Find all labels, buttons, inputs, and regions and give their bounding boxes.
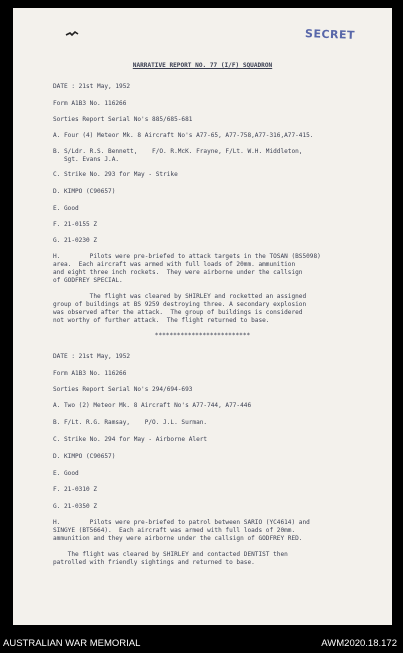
- report1-item-h1: H. Pilots were pre-briefed to attack targets in the TOSAN (BS5098): [53, 253, 321, 260]
- report2-item-e: E. Good: [53, 470, 79, 477]
- report1-para-1: The flight was cleared by SHIRLEY and rocketted an assigned: [53, 293, 307, 300]
- report1-item-f: F. 21-0155 Z: [53, 221, 98, 228]
- report1-item-a: A. Four (4) Meteor Mk. 8 Aircraft No's A77-65, A77-758,A77-316,A77-415.: [53, 132, 314, 139]
- report2-item-h2: SINGYE (BT5664). Each aircraft was armed with full loads of 20mm.: [53, 527, 296, 534]
- report1-para-3: was observed after the attack. The group of buildings is considered: [53, 309, 303, 316]
- report2-para-2: patrolled with friendly sightings and returned to base.: [53, 559, 255, 566]
- report2-item-c: C. Strike No. 294 for May - Airborne Alert: [53, 436, 208, 443]
- report2-item-b: B. F/Lt. R.G. Ramsay, P/O. J.L. Surman.: [53, 419, 208, 426]
- report-title: NARRATIVE REPORT NO. 77 (I/F) SQUADRON: [132, 62, 273, 69]
- report2-item-h3: ammunition and they were airborne under the callsign of GODFREY RED.: [53, 535, 303, 542]
- document-text: [13, 8, 392, 625]
- report1-item-g: G. 21-0230 Z: [53, 237, 98, 244]
- report1-para-2: group of buildings at BS 9259 destroying three. A secondary explosion: [53, 301, 307, 308]
- footer-institution: AUSTRALIAN WAR MEMORIAL: [3, 638, 141, 649]
- section-divider: **************************: [154, 332, 251, 339]
- report1-item-h2: area. Each aircraft was armed with full loads of 20mm. ammunition: [53, 261, 296, 268]
- report1-item-e: E. Good: [53, 205, 79, 212]
- report1-item-h4: of GODFREY SPECIAL.: [53, 277, 123, 284]
- report1-item-h3: and eight three inch rockets. They were airborne under the callsign: [53, 269, 303, 276]
- footer-catalog-id: AWM2020.18.172: [321, 638, 397, 649]
- report2-item-g: G. 21-0350 Z: [53, 503, 98, 510]
- report2-item-d: D. KIMPO (C90657): [53, 453, 116, 460]
- report1-item-b2: Sgt. Evans J.A.: [53, 156, 120, 163]
- secret-stamp: SECRET: [304, 27, 356, 42]
- report1-item-d: D. KIMPO (C90657): [53, 188, 116, 195]
- report2-item-a: A. Two (2) Meteor Mk. 8 Aircraft No's A77-744, A77-446: [53, 402, 252, 409]
- report2-form: Form A1B3 No. 116266: [53, 370, 127, 377]
- report1-date: DATE : 21st May, 1952: [53, 83, 131, 90]
- ink-mark-icon: [65, 30, 79, 38]
- report2-date: DATE : 21st May, 1952: [53, 353, 131, 360]
- report1-form: Form A1B3 No. 116266: [53, 100, 127, 107]
- report1-sorties: Sorties Report Serial No's 885/685-681: [53, 116, 193, 123]
- report2-para-1: The flight was cleared by SHIRLEY and contacted DENTIST then: [53, 551, 288, 558]
- report2-item-h1: H. Pilots were pre-briefed to patrol between SARIO (YC4614) and: [53, 519, 310, 526]
- report1-item-b1: B. S/Ldr. R.S. Bennett, F/O. R.McK. Frayne, F/Lt. W.H. Middleton,: [53, 148, 303, 155]
- report2-item-f: F. 21-0310 Z: [53, 486, 98, 493]
- document-page: [13, 8, 392, 625]
- report1-para-4: not worthy of further attack. The flight returned to base.: [53, 317, 270, 324]
- report2-sorties: Sorties Report Serial No's 294/694-693: [53, 386, 193, 393]
- report1-item-c: C. Strike No. 293 for May - Strike: [53, 171, 178, 178]
- archive-footer: [0, 633, 403, 653]
